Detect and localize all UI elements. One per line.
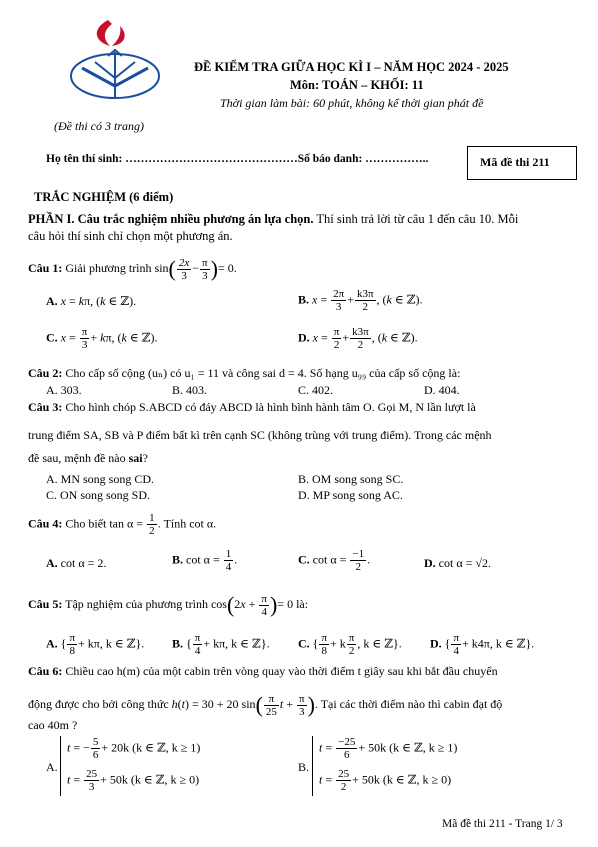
- q1-option-b[interactable]: B. x = $\frac{2\pi}{3}$ + $\frac{k3\pi}{2}$ , (k ∈ ℤ).: [298, 288, 423, 313]
- part1-intro: PHẦN I. Câu trắc nghiệm nhiều phương án lựa chọn. Thí sinh trả lời từ câu 1 đến câu 10. Mỗi: [28, 212, 519, 226]
- q4-option-a[interactable]: A. cot α = 2.: [46, 556, 107, 570]
- q5-option-d[interactable]: D. { $\frac{\pi}{4}$ + k4π, k ∈ ℤ}.: [430, 632, 535, 657]
- q5-option-c[interactable]: C. { $\frac{\pi}{8}$ + k $\frac{\pi}{2}$ , k ∈ ℤ}.: [298, 632, 402, 657]
- q3-option-a[interactable]: A. MN song song CD.: [46, 472, 155, 486]
- subject-line: Môn: TOÁN – KHỐI: 11: [290, 78, 424, 92]
- q6-option-b-label[interactable]: B.: [298, 760, 310, 774]
- q2-option-a[interactable]: A. 303.: [46, 383, 82, 397]
- time-line: Thời gian làm bài: 60 phút, không kể thời gian phát đề: [220, 96, 484, 110]
- exam-title: ĐỀ KIỂM TRA GIỮA HỌC KÌ I – NĂM HỌC 2024 - 2025: [194, 60, 509, 74]
- question-5: Câu 5: Tập nghiệm của phương trình cos(2x + $\frac{\pi}{4}$ )= 0 là:: [28, 592, 309, 618]
- question-3: Câu 3: Cho hình chóp S.ABCD có đáy ABCD là hình bình hành tâm O. Gọi M, N lần lượt là: [28, 400, 476, 414]
- exam-code-box: [467, 146, 577, 180]
- q4-option-d[interactable]: D. cot α = √2.: [424, 556, 491, 570]
- q6-option-b[interactable]: t = $\frac{-25}{6}$ + 50k (k ∈ ℤ, k ≥ 1) t = $\frac{25}{2}$ + 50k (k ∈ ℤ, k ≥ 0): [312, 736, 319, 796]
- question-1: Câu 1: Giải phương trình sin( $\frac{2x}{3}$ − $\frac{\pi}{3}$ )= 0.: [28, 256, 237, 282]
- q1-option-d[interactable]: D. x = $\frac{\pi}{2}$ + $\frac{k3\pi}{2}$ , (k ∈ ℤ).: [298, 326, 418, 351]
- question-3-line3: đề sau, mệnh đề nào sai?: [28, 451, 148, 465]
- q5-option-b[interactable]: B. { $\frac{\pi}{4}$ + kπ, k ∈ ℤ}.: [172, 632, 270, 657]
- question-6-line2: động được cho bởi công thức h(t) = 30 + 20 sin( $\frac{\pi}{25}$ t + $\frac{\pi}{3}$ ). Tại các thời điểm nào thì cabin đạt độ: [28, 692, 503, 718]
- pages-note: (Đề thi có 3 trang): [54, 119, 144, 133]
- q3-option-c[interactable]: C. ON song song SD.: [46, 488, 151, 502]
- school-logo: [60, 16, 170, 108]
- question-2: Câu 2: Cho cấp số cộng (uₙ) có u₁ = 11 và công sai d = 4. Số hạng u₉₉ của cấp số cộng là:: [28, 366, 461, 380]
- q5-option-a[interactable]: A. { $\frac{\pi}{8}$ + kπ, k ∈ ℤ}.: [46, 632, 145, 657]
- q2-option-b[interactable]: B. 403.: [172, 383, 208, 397]
- q6-option-a[interactable]: t = − $\frac{5}{6}$ + 20k (k ∈ ℤ, k ≥ 1) t = $\frac{25}{3}$ + 50k (k ∈ ℤ, k ≥ 0): [60, 736, 67, 796]
- q3-option-d[interactable]: D. MP song song AC.: [298, 488, 403, 502]
- q2-option-c[interactable]: C. 402.: [298, 383, 334, 397]
- question-6-line3: cao 40m ?: [28, 718, 78, 732]
- q4-option-c[interactable]: C. cot α = $\frac{-1}{2}$ .: [298, 548, 371, 573]
- question-4: Câu 4: Cho biết tan α = $\frac{1}{2}$ . Tính cot α.: [28, 512, 217, 537]
- section-heading: TRẮC NGHIỆM (6 điểm): [34, 190, 174, 204]
- page-footer: Mã đề thi 211 - Trang 1/ 3: [442, 818, 563, 830]
- part1-intro-2: câu hỏi thí sinh chỉ chọn một phương án.: [28, 229, 233, 243]
- q1-option-a[interactable]: A. x = kπ, (k ∈ ℤ).: [46, 294, 137, 308]
- q3-option-b[interactable]: B. OM song song SC.: [298, 472, 404, 486]
- q1-option-c[interactable]: C. x = $\frac{\pi}{3}$ + kπ, (k ∈ ℤ).: [46, 326, 158, 351]
- q6-option-a-label[interactable]: A.: [46, 760, 58, 774]
- question-3-line2: trung điểm SA, SB và P điểm bất kì trên cạnh SC (không trùng với trung điểm). Trong các mệnh: [28, 428, 492, 442]
- candidate-fields: Họ tên thí sinh: ………………………………………Số báo danh: ……………..: [46, 153, 429, 165]
- q4-option-b[interactable]: B. cot α = $\frac{1}{4}$ .: [172, 548, 238, 573]
- exam-code: Mã đề thi 211: [480, 155, 550, 169]
- q2-option-d[interactable]: D. 404.: [424, 383, 460, 397]
- question-6: Câu 6: Chiều cao h(m) của một cabin trên vòng quay vào thời điểm t giây sau khi bắt đầu chuyển: [28, 664, 498, 678]
